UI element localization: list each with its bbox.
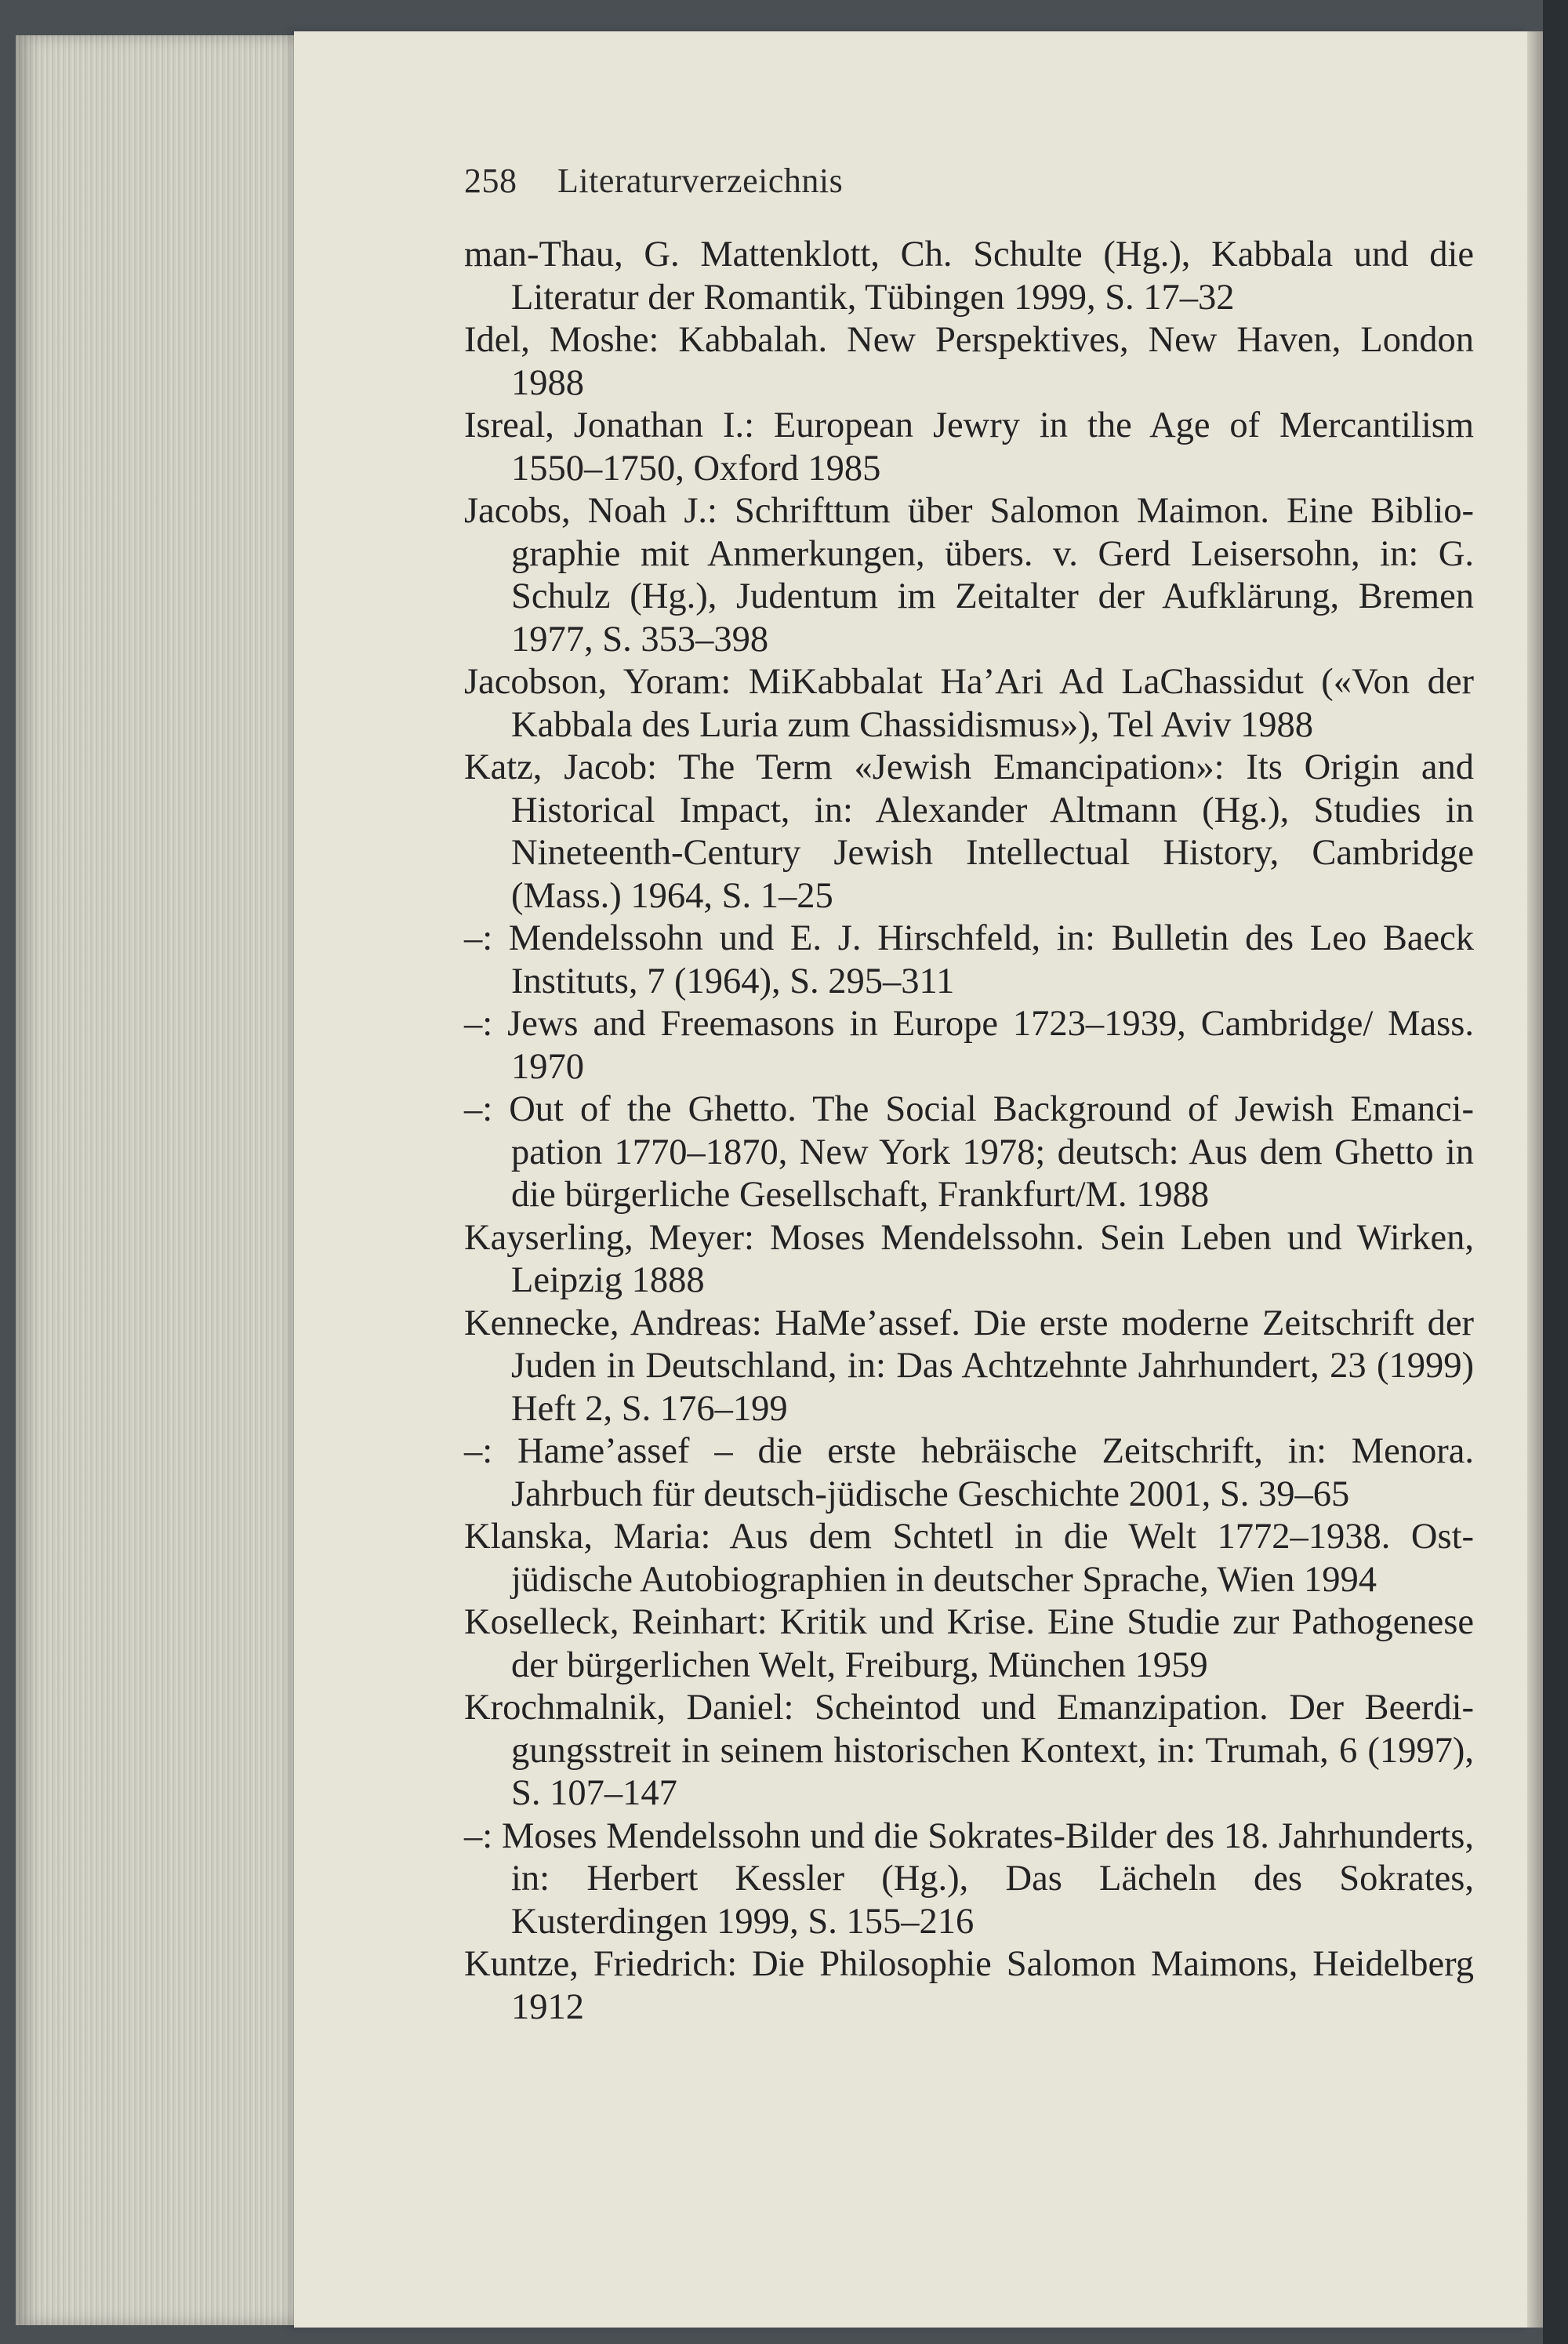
bibliography-entry: –: Out of the Ghetto. The Social Background of Jewish Emancipation 1770–1870, New York 1978; deutsch: Aus dem Ghetto in die bürgerliche Gesellschaft, Frankfurt/M. 1988 — [464, 1089, 1474, 1215]
bibliography-entry: Kennecke, Andreas: HaMe’assef. Die erste moderne Zeitschrift der Juden in Deutschland, in: Das Achtzehnte Jahrhundert, 23 (1999) Heft 2, S. 176–199 — [464, 1303, 1474, 1429]
bibliography-entry: Idel, Moshe: Kabbalah. New Perspektives, New Haven, London 1988 — [464, 320, 1474, 403]
background-shadow — [1543, 0, 1568, 2344]
book-page-edges — [16, 35, 306, 2325]
bibliography-entry: Kuntze, Friedrich: Die Philosophie Salomon Maimons, Heidelberg 1912 — [464, 1944, 1474, 2027]
bibliography-entry: Koselleck, Reinhart: Kritik und Krise. Eine Studie zur Pathogenese der bürgerlichen Welt, Freiburg, München 1959 — [464, 1602, 1474, 1685]
bibliography-entry: Isreal, Jonathan I.: European Jewry in the Age of Mercantilism 1550–1750, Oxford 1985 — [464, 405, 1474, 489]
page-gutter — [1527, 31, 1543, 2328]
page-number: 258 — [464, 162, 517, 200]
bibliography-entry: Jacobson, Yoram: MiKabbalat Ha’Ari Ad LaChassidut («Von der Kabbala des Luria zum Chassidismus»), Tel Aviv 1988 — [464, 662, 1474, 745]
bibliography-entry: –: Mendelssohn und E. J. Hirschfeld, in: Bulletin des Leo Baeck Instituts, 7 (1964), S. 295–311 — [464, 918, 1474, 1001]
bibliography-entry: –: Hame’assef – die erste hebräische Zeitschrift, in: Menora. Jahrbuch für deutsch-jüdische Geschichte 2001, S. 39–65 — [464, 1431, 1474, 1514]
running-title: Literaturverzeichnis — [557, 162, 844, 200]
bibliography-entry: man-Thau, G. Mattenklott, Ch. Schulte (Hg.), Kabbala und die Literatur der Romantik, Tübingen 1999, S. 17–32 — [464, 234, 1474, 318]
bibliography-entry: Kayserling, Meyer: Moses Mendelssohn. Sein Leben und Wirken, Leipzig 1888 — [464, 1217, 1474, 1300]
bibliography-entry: Katz, Jacob: The Term «Jewish Emancipation»: Its Origin and Historical Impact, in: Alexander Altmann (Hg.), Studies in Nineteenth-Century Jewish Intellectual History, Cambridge (Mass.) 1964, S. 1–25 — [464, 747, 1474, 916]
running-header — [464, 161, 843, 201]
bibliography-entry: Jacobs, Noah J.: Schrifttum über Salomon Maimon. Eine Bibliographie mit Anmerkungen, übers. v. Gerd Leisersohn, in: G. Schulz (Hg.), Judentum im Zeitalter der Aufklärung, Bremen 1977, S. 353–398 — [464, 491, 1474, 660]
bibliography-entry: Klanska, Maria: Aus dem Schtetl in die Welt 1772–1938. Ostjüdische Autobiographien in deutscher Sprache, Wien 1994 — [464, 1517, 1474, 1600]
bibliography-entry: –: Moses Mendelssohn und die Sokrates-Bilder des 18. Jahrhunderts, in: Herbert Kessler (Hg.), Das Lächeln des Sokrates, Kusterdingen 1999, S. 155–216 — [464, 1815, 1474, 1942]
bibliography-entry: Krochmalnik, Daniel: Scheintod und Emanzipation. Der Beerdigungsstreit in seinem historischen Kontext, in: Trumah, 6 (1997), S. 107–147 — [464, 1688, 1474, 1813]
bibliography-entry: –: Jews and Freemasons in Europe 1723–1939, Cambridge/ Mass. 1970 — [464, 1004, 1474, 1087]
bibliography-list — [464, 234, 1474, 2029]
